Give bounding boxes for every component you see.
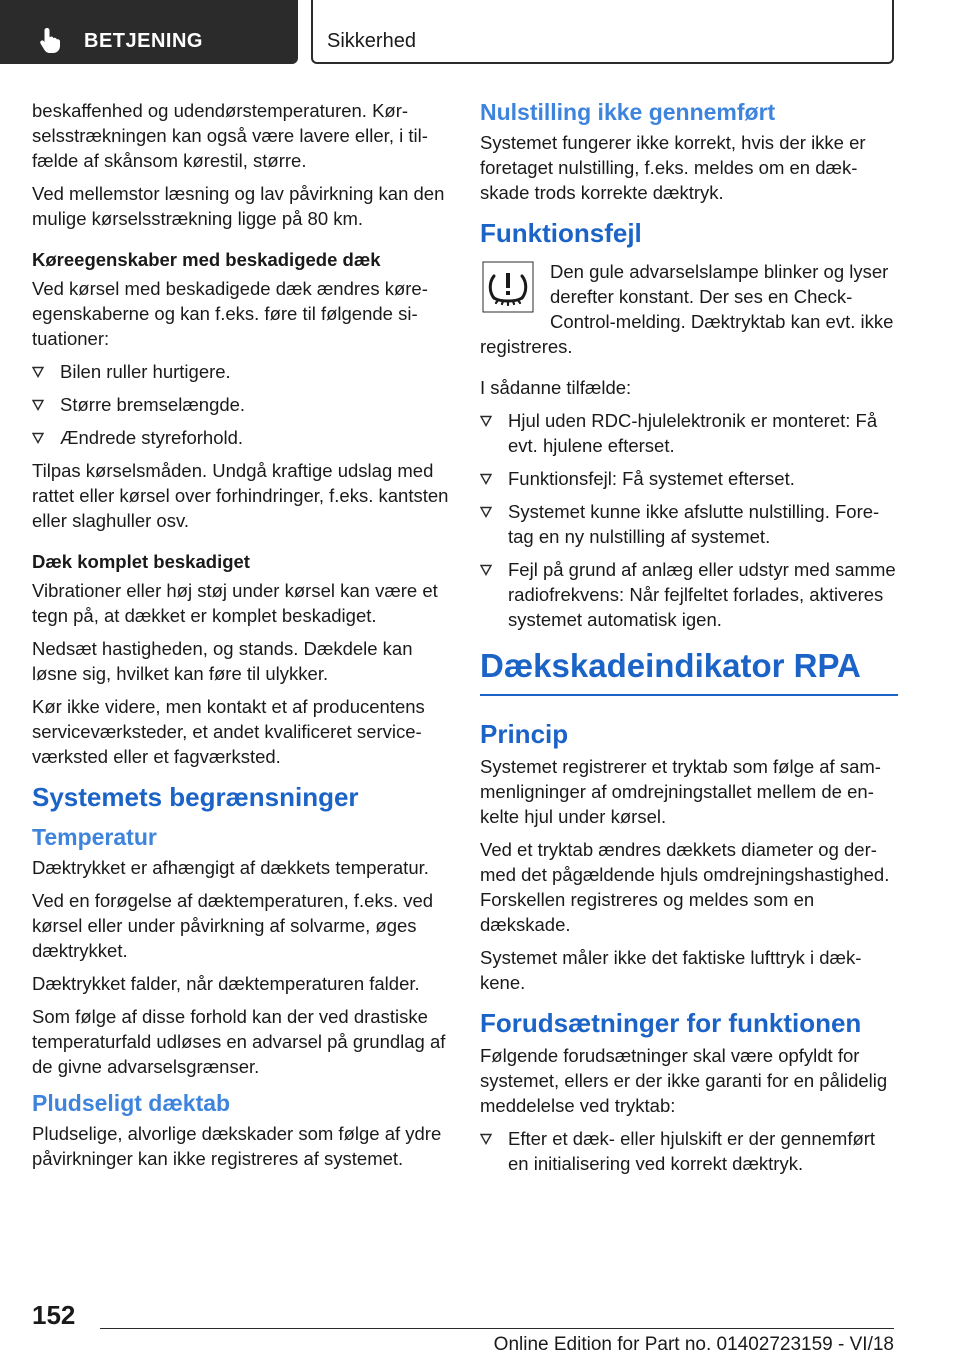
list-item-text: Ændrede styreforhold. — [60, 427, 244, 448]
bold-subheading: Dæk komplet beskadiget — [32, 551, 250, 572]
list-item — [480, 1126, 898, 1176]
bullet-list — [480, 408, 898, 632]
triangle-bullet-icon — [480, 415, 492, 427]
paragraph: Dæktrykket falder, når dæktemperaturen falder. — [32, 973, 420, 994]
bullet-list — [480, 1126, 898, 1176]
list-item — [480, 408, 898, 458]
subsection-heading: Nulstilling ikke gennemført — [480, 99, 776, 125]
right-column — [480, 98, 898, 1184]
triangle-bullet-icon — [32, 399, 44, 411]
list-item-text: Hjul uden RDC-hjulelektronik er monteret: Få evt. hjulene efterset. — [508, 410, 878, 456]
header-tabs — [0, 0, 960, 66]
tire-pressure-warning-icon — [482, 261, 534, 313]
subsection-heading: Temperatur — [32, 824, 157, 850]
section-label: BETJENING — [84, 30, 203, 52]
section-heading: Funktionsfejl — [480, 218, 642, 248]
triangle-bullet-icon — [480, 1133, 492, 1145]
list-item-text: Fejl på grund af anlæg eller udstyr med samme radiofrekvens: Når fejlfeltet forlades, aktiveres systemet automatisk igen. — [508, 559, 896, 630]
hand-pointer-icon — [38, 26, 64, 54]
page-footer — [0, 1290, 960, 1362]
triangle-bullet-icon — [480, 564, 492, 576]
paragraph: Ved kørsel med beskadigede dæk ændres køreegenskaberne og kan f.eks. føre til følgende situationer: — [32, 278, 428, 349]
list-item — [32, 392, 450, 417]
list-item-text: Bilen ruller hurtigere. — [60, 361, 231, 382]
paragraph: Vibrationer eller høj støj under kørsel kan være et tegn på, at dækket er komplet beskadiget. — [32, 580, 438, 626]
section-tab[interactable] — [0, 0, 298, 64]
paragraph: Systemet registrerer et tryktab som følge af sammenligninger af omdrejningstallet mellem de enkelte hjul under kørsel. — [480, 756, 881, 827]
section-heading: Systemets begrænsninger — [32, 782, 359, 812]
subsection-heading: Pludseligt dæktab — [32, 1090, 231, 1116]
chapter-heading: Dækskadeindikator RPA — [480, 646, 898, 696]
section-heading: Princip — [480, 719, 569, 749]
paragraph: Ved en forøgelse af dæktemperaturen, f.eks. ved kørsel eller under påvirkning af solvarme, øges dæktrykket. — [32, 890, 434, 961]
left-column — [32, 98, 450, 1179]
paragraph: Systemet måler ikke det faktiske lufttryk i dækkene. — [480, 947, 862, 993]
paragraph: Følgende forudsætninger skal være opfyldt for systemet, ellers er der ikke garanti for en pålidelig meddelelse ved tryktab: — [480, 1045, 888, 1116]
paragraph: Ved mellemstor læsning og lav påvirkning kan den mulige kørselsstrækning ligge på 80 km. — [32, 183, 445, 229]
chapter-tab[interactable] — [311, 0, 894, 64]
triangle-bullet-icon — [480, 473, 492, 485]
list-item-text: Funktionsfejl: Få systemet efterset. — [508, 468, 795, 489]
triangle-bullet-icon — [480, 506, 492, 518]
bold-subheading: Køreegenskaber med beskadigede dæk — [32, 249, 381, 270]
list-item — [32, 425, 450, 450]
bullet-list — [32, 359, 450, 450]
paragraph: Dæktrykket er afhængigt af dækkets temperatur. — [32, 857, 429, 878]
list-item — [480, 557, 898, 632]
paragraph: Pludselige, alvorlige dækskader som følge af ydre påvirkninger kan ikke registreres af systemet. — [32, 1123, 442, 1169]
list-item-text: Systemet kunne ikke afslutte nulstilling. Foretag en ny nulstilling af systemet. — [508, 501, 880, 547]
triangle-bullet-icon — [32, 432, 44, 444]
list-item-text: Større bremselængde. — [60, 394, 246, 415]
chapter-label: Sikkerhed — [327, 30, 416, 52]
list-item — [480, 499, 898, 549]
triangle-bullet-icon — [32, 366, 44, 378]
section-heading: Forudsætninger for funktionen — [480, 1008, 862, 1038]
paragraph: Systemet fungerer ikke korrekt, hvis der ikke er foretaget nulstilling, f.eks. meldes om en dækskade trods korrekte dæktryk. — [480, 132, 866, 203]
paragraph: I sådanne tilfælde: — [480, 377, 632, 398]
paragraph: Ved et tryktab ændres dækkets diameter og dermed det pågældende hjuls omdrejningshastighed. Forskellen registreres og meldes som en dækskade. — [480, 839, 890, 935]
footer-divider — [100, 1328, 894, 1329]
warning-paragraph — [480, 259, 898, 367]
list-item-text: Efter et dæk- eller hjulskift er der gennemført en initialisering ved korrekt dæktryk. — [508, 1128, 876, 1174]
paragraph: Som følge af disse forhold kan der ved drastiske temperaturfald udløses en advarsel på grundlag af de givne advarselsgrænser. — [32, 1006, 446, 1077]
paragraph: Nedsæt hastigheden, og stands. Dækdele kan løsne sig, hvilket kan føre til ulykker. — [32, 638, 413, 684]
paragraph: Kør ikke videre, men kontakt et af producentens serviceværksteder, et andet kvalificeret serviceværksted eller et fagværksted. — [32, 696, 425, 767]
list-item — [480, 466, 898, 491]
page-number: 152 — [32, 1300, 76, 1330]
paragraph: beskaffenhed og udendørstemperaturen. Kørselsstrækningen kan også være lavere eller, i tilfælde af skånsom kørestil, større. — [32, 100, 428, 171]
paragraph: Tilpas kørselsmåden. Undgå kraftige udslag med rattet eller kørsel over forhindringer, f.eks. kantsten eller slaghuller osv. — [32, 460, 449, 531]
edition-text: Online Edition for Part no. 01402723159 - VI/18 — [493, 1334, 894, 1355]
paragraph: Den gule advarselslampe blinker og lyser derefter konstant. Der ses en Check-Control-melding. Dæktryktab kan evt. ikke registreres. — [480, 261, 894, 357]
list-item — [32, 359, 450, 384]
